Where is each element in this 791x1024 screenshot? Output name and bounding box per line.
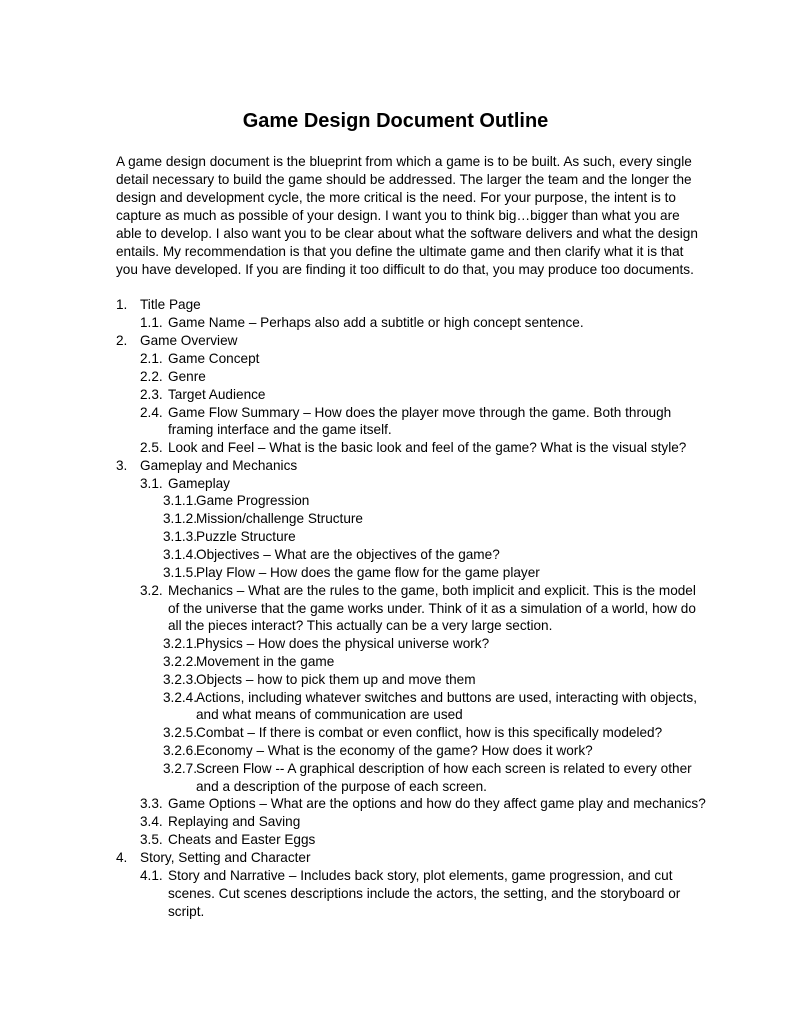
outline-text: Movement in the game xyxy=(196,654,335,669)
intro-line: design and development cycle, the more critical is the need. For your purpose, the intent is to xyxy=(116,190,676,205)
outline-text: Title Page xyxy=(140,297,201,312)
outline-number: 3.2.1. xyxy=(163,636,198,651)
outline-text: Mission/challenge Structure xyxy=(196,511,363,526)
outline-text: Cheats and Easter Eggs xyxy=(168,832,316,847)
outline-text: Genre xyxy=(168,369,206,384)
outline-text: and what means of communication are used xyxy=(196,707,463,722)
outline-text: Game Name – Perhaps also add a subtitle or high concept sentence. xyxy=(168,315,584,330)
outline-number: 2. xyxy=(116,333,128,348)
outline-number: 3.1.5. xyxy=(163,565,198,580)
outline-text: Story, Setting and Character xyxy=(140,850,311,865)
outline-text: Story and Narrative – Includes back story, plot elements, game progression, and cut xyxy=(168,868,673,883)
outline-text: Combat – If there is combat or even conflict, how is this specifically modeled? xyxy=(196,725,663,740)
outline-text: of the universe that the game works under. Think of it as a simulation of a world, how do xyxy=(168,601,696,616)
outline-number: 1.1. xyxy=(140,315,163,330)
outline-number: 3.3. xyxy=(140,796,163,811)
intro-line: detail necessary to build the game should be addressed. The larger the team and the longer the xyxy=(116,172,692,187)
outline-text: script. xyxy=(168,904,205,919)
outline-text: Target Audience xyxy=(168,387,266,402)
outline-text: framing interface and the game itself. xyxy=(168,422,392,437)
outline-number: 3.1. xyxy=(140,476,163,491)
outline-text: Game Concept xyxy=(168,351,260,366)
outline-text: Game Overview xyxy=(140,333,238,348)
outline-text: Game Options – What are the options and how do they affect game play and mechanics? xyxy=(168,796,706,811)
intro-line: able to develop. I also want you to be clear about what the software delivers and what the design xyxy=(116,226,698,241)
outline-number: 4. xyxy=(116,850,128,865)
outline-text: Puzzle Structure xyxy=(196,529,296,544)
outline-text: all the pieces interact? This actually can be a very large section. xyxy=(168,618,553,633)
outline-number: 2.5. xyxy=(140,440,163,455)
intro-line: capture as much as possible of your design. I want you to think big…bigger than what you are xyxy=(116,208,680,223)
outline-text: Game Progression xyxy=(196,493,310,508)
outline-text: Gameplay and Mechanics xyxy=(140,458,298,473)
outline-number: 3.4. xyxy=(140,814,163,829)
outline-text: and a description of the purpose of each screen. xyxy=(196,779,487,794)
outline-text: Actions, including whatever switches and buttons are used, interacting with objects, xyxy=(196,690,697,705)
outline-number: 3. xyxy=(116,458,128,473)
outline-text: Play Flow – How does the game flow for the game player xyxy=(196,565,540,580)
outline-text: Look and Feel – What is the basic look and feel of the game? What is the visual style? xyxy=(168,440,687,455)
outline-text: Objects – how to pick them up and move them xyxy=(196,672,476,687)
outline-number: 3.2.2. xyxy=(163,654,198,669)
outline-text: Screen Flow -- A graphical description of how each screen is related to every other xyxy=(196,761,692,776)
outline-number: 2.2. xyxy=(140,369,163,384)
outline-number: 1. xyxy=(116,297,128,312)
outline-number: 3.1.4. xyxy=(163,547,198,562)
outline-number: 2.3. xyxy=(140,387,163,402)
outline-number: 3.1.3. xyxy=(163,529,198,544)
outline-number: 3.2.7. xyxy=(163,761,198,776)
outline-number: 3.2.5. xyxy=(163,725,198,740)
outline-text: Objectives – What are the objectives of the game? xyxy=(196,547,500,562)
intro-line: A game design document is the blueprint from which a game is to be built. As such, every single xyxy=(116,154,692,169)
outline-text: scenes. Cut scenes descriptions include the actors, the setting, and the storyboard or xyxy=(168,886,681,901)
outline-number: 2.1. xyxy=(140,351,163,366)
outline-number: 3.5. xyxy=(140,832,163,847)
outline-number: 3.2. xyxy=(140,583,163,598)
outline-number: 3.1.2. xyxy=(163,511,198,526)
outline-text: Game Flow Summary – How does the player move through the game. Both through xyxy=(168,405,672,420)
outline-text: Physics – How does the physical universe work? xyxy=(196,636,490,651)
intro-line: entails. My recommendation is that you define the ultimate game and then clarify what it is that xyxy=(116,244,684,259)
outline-number: 3.1.1. xyxy=(163,493,198,508)
outline-text: Replaying and Saving xyxy=(168,814,301,829)
outline-number: 3.2.3. xyxy=(163,672,198,687)
document-title: Game Design Document Outline xyxy=(242,110,549,132)
outline-number: 4.1. xyxy=(140,868,163,883)
outline-number: 2.4. xyxy=(140,405,163,420)
intro-line: you have developed. If you are finding it too difficult to do that, you may produce too documents. xyxy=(116,262,694,277)
outline-number: 3.2.6. xyxy=(163,743,198,758)
outline-text: Mechanics – What are the rules to the game, both implicit and explicit. This is the model xyxy=(168,583,696,598)
outline-number: 3.2.4. xyxy=(163,690,198,705)
outline-text: Gameplay xyxy=(168,476,230,491)
outline-text: Economy – What is the economy of the game? How does it work? xyxy=(196,743,593,758)
